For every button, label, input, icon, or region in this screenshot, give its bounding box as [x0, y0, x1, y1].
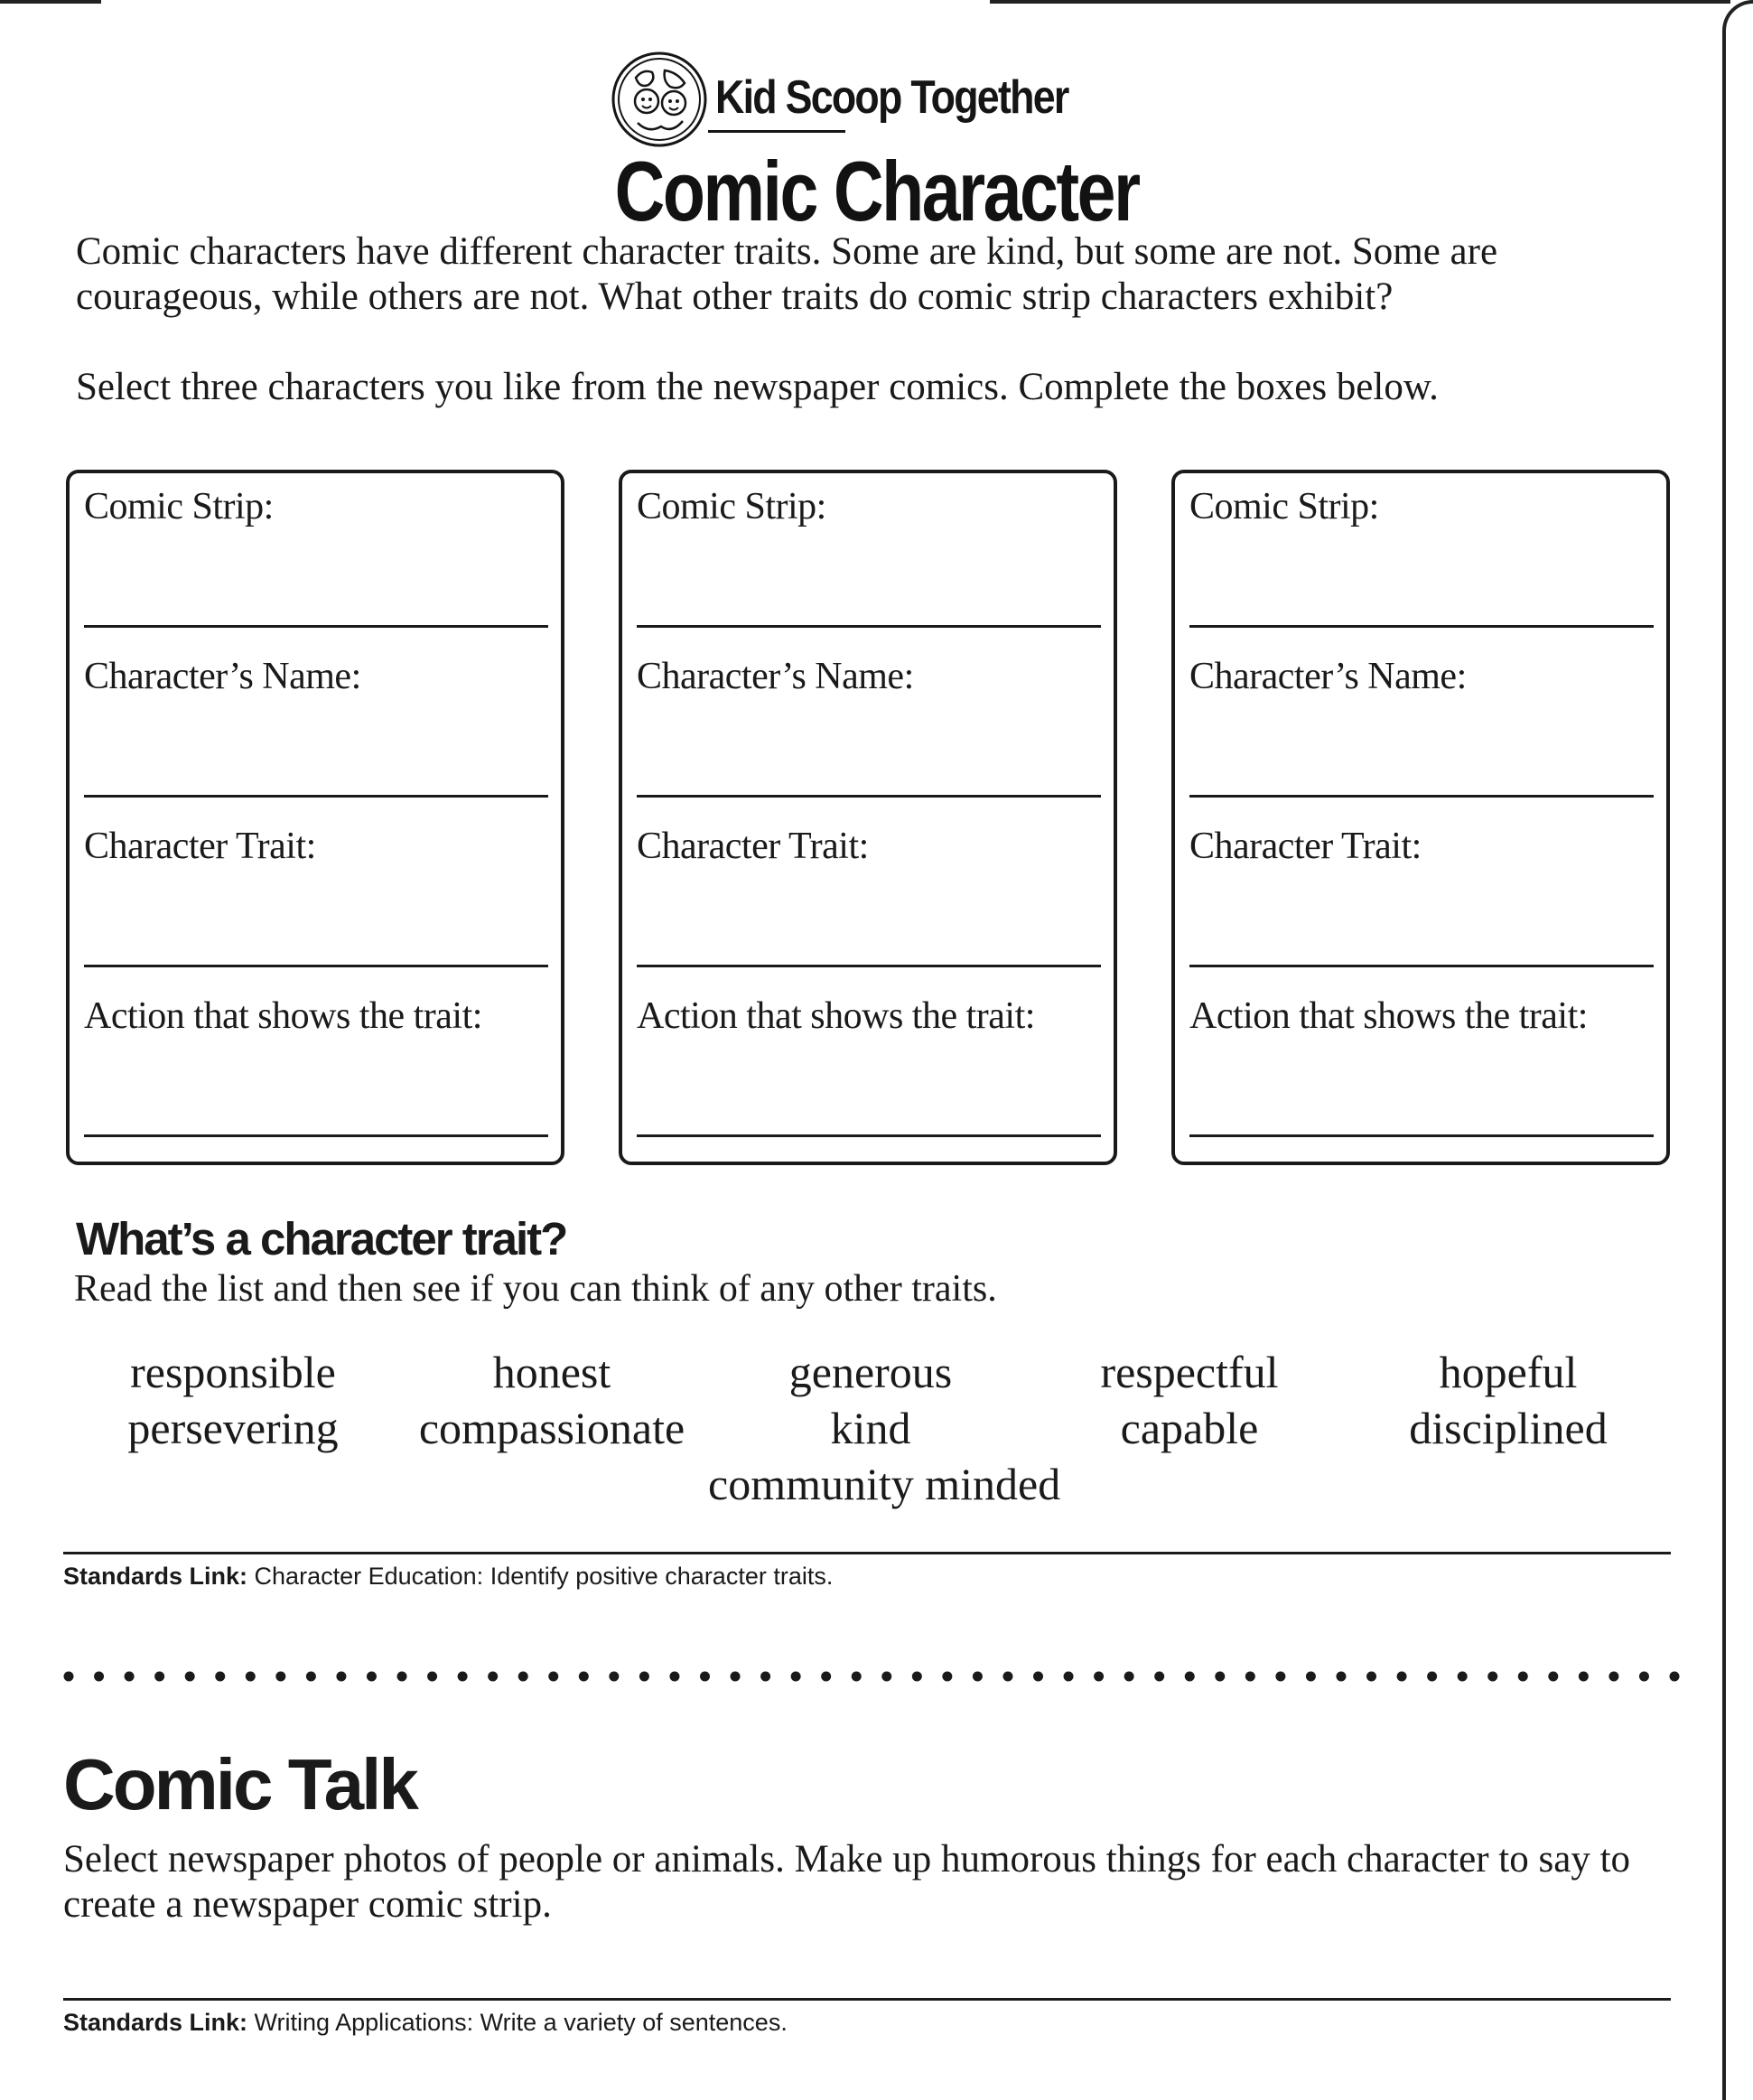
separator-dot	[1336, 1672, 1346, 1682]
action-label: Action that shows the trait:	[84, 995, 482, 1037]
page-title	[0, 146, 1753, 237]
standards-link	[63, 2007, 788, 2038]
page-title-text: Comic Character	[614, 144, 1139, 238]
separator-dot	[548, 1672, 558, 1682]
separator-dot	[518, 1672, 528, 1682]
standards-link-text: Writing Applications: Write a variety of sentences.	[254, 2009, 788, 2036]
separator-dot	[942, 1672, 952, 1682]
separator-dot	[1670, 1672, 1680, 1682]
frame-border-top-left	[0, 0, 101, 4]
action-field	[1189, 983, 1654, 1153]
separator-dot	[125, 1672, 135, 1682]
separator-dot	[1366, 1672, 1376, 1682]
separator-dot	[1154, 1672, 1164, 1682]
separator-dot	[1579, 1672, 1589, 1682]
action-field	[84, 983, 548, 1153]
standards-link-label: Standards Link:	[63, 1563, 248, 1590]
trait-word: hopeful	[1439, 1347, 1578, 1397]
comic-strip-label: Comic Strip:	[1189, 486, 1379, 527]
separator-dot	[275, 1672, 285, 1682]
separator-dot	[821, 1672, 831, 1682]
separator-dot	[1306, 1672, 1316, 1682]
brand-underline	[708, 128, 845, 135]
character-card-3	[1171, 470, 1670, 1165]
comic-strip-field	[84, 473, 548, 643]
action-label: Action that shows the trait:	[1189, 995, 1588, 1037]
separator-dot	[579, 1672, 589, 1682]
trait-word: respectful	[1100, 1347, 1279, 1397]
separator-dot	[791, 1672, 801, 1682]
action-answer-line[interactable]	[637, 1134, 1101, 1137]
frame-border-top-right	[990, 0, 1730, 4]
separator-dot	[1458, 1672, 1468, 1682]
separator-dot	[1002, 1672, 1012, 1682]
trait-section-heading: What’s a character trait?	[76, 1213, 567, 1265]
action-answer-line[interactable]	[84, 1134, 548, 1137]
separator-dot	[1245, 1672, 1255, 1682]
character-trait-answer-line[interactable]	[1189, 965, 1654, 967]
comic-talk-body: Select newspaper photos of people or animals. Make up humorous things for each character to say to create a newspaper comic strip.	[63, 1838, 1631, 1926]
character-name-field	[84, 643, 548, 813]
character-trait-field	[84, 813, 548, 983]
standards-link-text: Character Education: Identify positive character traits.	[254, 1563, 834, 1590]
separator-dot	[215, 1672, 225, 1682]
comic-strip-label: Comic Strip:	[637, 486, 826, 527]
character-name-answer-line[interactable]	[84, 795, 548, 798]
separator-dot	[700, 1672, 710, 1682]
character-card-1	[66, 470, 564, 1165]
standards-link-label: Standards Link:	[63, 2009, 248, 2036]
separator-dot	[1397, 1672, 1407, 1682]
separator-dot	[1064, 1672, 1074, 1682]
character-name-label: Character’s Name:	[1189, 656, 1467, 697]
trait-word: generous	[788, 1347, 953, 1397]
trait-word: disciplined	[1409, 1403, 1608, 1453]
separator-dot	[336, 1672, 346, 1682]
separator-dot	[1548, 1672, 1558, 1682]
brand-logo	[611, 47, 1134, 146]
separator-dot	[427, 1672, 437, 1682]
action-answer-line[interactable]	[1189, 1134, 1654, 1137]
separator-dot	[760, 1672, 770, 1682]
separator-dot	[1124, 1672, 1134, 1682]
separator-dot	[306, 1672, 316, 1682]
standards-divider	[63, 1552, 1671, 1554]
separator-dot	[609, 1672, 619, 1682]
character-name-label: Character’s Name:	[637, 656, 914, 697]
separator-dot	[1608, 1672, 1618, 1682]
separator-dot	[881, 1672, 891, 1682]
intro-paragraph: Comic characters have different character traits. Some are kind, but some are not. Some are courageous, while others are not. What other traits do comic strip characters exhibit?	[76, 230, 1498, 318]
character-trait-field	[637, 813, 1101, 983]
separator-dot	[458, 1672, 468, 1682]
dotted-separator	[63, 1667, 1680, 1685]
trait-word: kind	[830, 1403, 911, 1453]
brand-name: Kid Scoop Together	[715, 71, 1068, 124]
separator-dot	[1033, 1672, 1043, 1682]
separator-dot	[246, 1672, 256, 1682]
action-label: Action that shows the trait:	[637, 995, 1035, 1037]
separator-dot	[1427, 1672, 1437, 1682]
character-name-label: Character’s Name:	[84, 656, 361, 697]
separator-dot	[669, 1672, 679, 1682]
trait-word: honest	[492, 1347, 611, 1397]
frame-border-right	[1722, 0, 1753, 2100]
trait-section-subtext: Read the list and then see if you can think of any other traits.	[74, 1268, 997, 1310]
comic-strip-field	[1189, 473, 1654, 643]
character-trait-label: Character Trait:	[84, 826, 316, 867]
comic-strip-answer-line[interactable]	[637, 625, 1101, 628]
comic-strip-field	[637, 473, 1101, 643]
character-trait-answer-line[interactable]	[637, 965, 1101, 967]
comic-strip-answer-line[interactable]	[1189, 625, 1654, 628]
character-trait-answer-line[interactable]	[84, 965, 548, 967]
trait-word: community minded	[708, 1459, 1061, 1509]
separator-dot	[852, 1672, 862, 1682]
trait-word: compassionate	[418, 1403, 685, 1453]
separator-dot	[731, 1672, 741, 1682]
trait-word: capable	[1120, 1403, 1259, 1453]
character-name-answer-line[interactable]	[1189, 795, 1654, 798]
character-trait-label: Character Trait:	[1189, 826, 1422, 867]
separator-dot	[397, 1672, 407, 1682]
instruction-text: Select three characters you like from the newspaper comics. Complete the boxes below.	[76, 366, 1439, 408]
comic-talk-title: Comic Talk	[63, 1744, 416, 1825]
comic-strip-answer-line[interactable]	[84, 625, 548, 628]
kid-scoop-globe-icon	[611, 51, 708, 148]
separator-dot	[488, 1672, 498, 1682]
separator-dot	[973, 1672, 983, 1682]
separator-dot	[367, 1672, 377, 1682]
separator-dot	[1094, 1672, 1104, 1682]
trait-word: persevering	[127, 1403, 339, 1453]
separator-dot	[1185, 1672, 1195, 1682]
separator-dot	[64, 1672, 74, 1682]
standards-divider	[63, 1998, 1671, 2001]
separator-dot	[1215, 1672, 1225, 1682]
trait-word: responsible	[130, 1347, 336, 1397]
character-name-answer-line[interactable]	[637, 795, 1101, 798]
separator-dot	[639, 1672, 649, 1682]
standards-link	[63, 1561, 833, 1591]
separator-dot	[154, 1672, 164, 1682]
separator-dot	[185, 1672, 195, 1682]
separator-dot	[1518, 1672, 1528, 1682]
separator-dot	[1487, 1672, 1497, 1682]
character-name-field	[1189, 643, 1654, 813]
character-trait-field	[1189, 813, 1654, 983]
separator-dot	[1275, 1672, 1285, 1682]
character-name-field	[637, 643, 1101, 813]
character-trait-label: Character Trait:	[637, 826, 869, 867]
action-field	[637, 983, 1101, 1153]
comic-strip-label: Comic Strip:	[84, 486, 274, 527]
separator-dot	[912, 1672, 922, 1682]
character-card-2	[619, 470, 1117, 1165]
separator-dot	[1639, 1672, 1649, 1682]
separator-dot	[94, 1672, 104, 1682]
